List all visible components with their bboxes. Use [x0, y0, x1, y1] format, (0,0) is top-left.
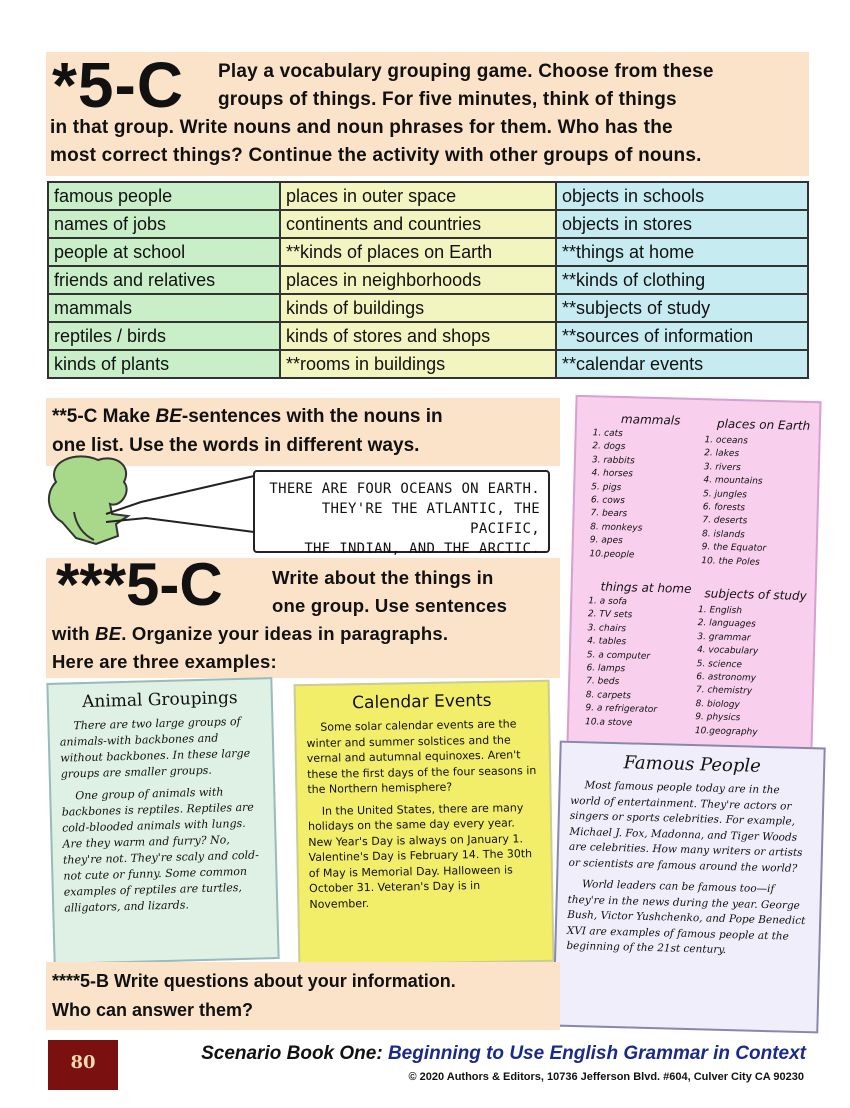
table-cell: **kinds of clothing — [556, 266, 808, 294]
table-cell: kinds of plants — [48, 350, 280, 378]
list-item: 5. pigs — [591, 481, 622, 493]
list-item: 9. a refrigerator — [585, 703, 658, 716]
table-cell: people at school — [48, 238, 280, 266]
table-cell: continents and countries — [280, 210, 556, 238]
list-item: 1. oceans — [704, 435, 748, 447]
calendar-events-card — [294, 680, 555, 966]
instruction-line: groups of things. For five minutes, think of things — [218, 89, 677, 110]
list-heading: mammals — [620, 412, 681, 428]
questions-line: Who can answer them? — [52, 1000, 254, 1020]
be-prefix: **5-C Make — [52, 406, 156, 427]
page-number: 80 — [70, 1052, 96, 1073]
list-home — [585, 595, 660, 731]
table-cell: places in outer space — [280, 182, 556, 210]
book-title — [140, 1043, 806, 1065]
table-cell: friends and relatives — [48, 266, 280, 294]
card-paragraph: In the United States, there are many holidays on the same day every year. New Year's Day is always on January 1. Valentine's Day is February 14. The 30th of May is Memorial Day. Halloween is October 31. Veteran's Day is in November. — [307, 800, 533, 911]
instruction-line: Write about the things in — [272, 567, 494, 588]
card-paragraph: One group of animals with backbones is reptiles. Reptiles are cold-blooded animals with lungs. Are they warm and furry? No, they're not. They're scaly and cold-not cute or funny. Some common examples of reptiles are turtles, alligators, and lizards. — [61, 785, 259, 915]
table-cell: places in neighborhoods — [280, 266, 556, 294]
line-part: . Organize your ideas in paragraphs. — [121, 623, 449, 644]
list-item: 8. islands — [701, 529, 745, 541]
be-rest: -sentences with the nouns in — [181, 406, 443, 427]
table-row — [48, 182, 808, 210]
list-item: 4. vocabulary — [696, 645, 759, 657]
card-body — [296, 716, 551, 912]
list-item: 6. lamps — [586, 663, 626, 675]
table-row — [48, 322, 808, 350]
questions-line: ****5-B Write questions about your information. — [52, 971, 456, 991]
list-places — [701, 434, 769, 570]
list-item: 1. English — [697, 605, 743, 617]
questions-box — [46, 962, 560, 1030]
list-item: 9. apes — [589, 535, 623, 547]
list-item: 10.geography — [694, 725, 758, 738]
list-heading: places on Earth — [716, 416, 811, 433]
list-item: 7. chemistry — [695, 685, 753, 697]
instruction-line: in that group. Write nouns and noun phrases for them. Who has the — [50, 117, 673, 138]
table-cell: **calendar events — [556, 350, 808, 378]
list-item: 3. grammar — [697, 631, 751, 644]
card-paragraph: Most famous people today are in the world of entertainment. They're actors or singers or sports celebrities. For example, Michael J. Fox, Madonna, and Tiger Woods are celebrities. How many writers or artists or scientists are famous around the world? — [568, 779, 803, 875]
table-cell: **rooms in buildings — [280, 350, 556, 378]
book-title-prefix: Scenario Book One: — [201, 1043, 388, 1064]
book-title-main: Beginning to Use English Grammar in Context — [387, 1043, 806, 1064]
card-title: Animal Groupings — [81, 688, 238, 713]
list-item: 6. forests — [702, 502, 746, 514]
list-item: 7. beds — [586, 676, 620, 688]
list-study — [695, 604, 761, 740]
list-item: 2. TV sets — [587, 609, 633, 621]
list-item: 8. monkeys — [590, 522, 643, 534]
famous-people-card — [552, 741, 825, 1034]
line-part: with — [52, 623, 96, 644]
list-heading: things at home — [600, 579, 692, 596]
bubble-line: THERE ARE FOUR OCEANS ON EARTH. — [269, 481, 540, 497]
list-item: 1. a sofa — [588, 596, 628, 608]
list-item: 9. physics — [695, 712, 741, 724]
copyright: © 2020 Authors & Editors, 10736 Jefferson Blvd. #604, Culver City CA 90230 — [408, 1071, 804, 1083]
speaking-head-illustration — [36, 452, 258, 552]
card-paragraph: Some solar calendar events are the winter and summer solstices and the vernal and autumnal equinoxes. Aren't these the first days of the four seasons in the Northern hemisphere? — [306, 717, 537, 797]
bubble-line: THEY'RE THE ATLANTIC, THE PACIFIC, — [321, 501, 540, 537]
list-item: 8. biology — [695, 698, 740, 711]
table-cell: famous people — [48, 182, 280, 210]
list-item: 7. deserts — [702, 515, 748, 527]
table-cell: reptiles / birds — [48, 322, 280, 350]
card-paragraph: There are two large groups of animals-with backbones and without backbones. In these large groups are smaller groups. — [59, 714, 251, 781]
questions-instruction — [52, 967, 456, 1025]
list-item: 5. science — [696, 658, 743, 670]
list-mammals — [589, 427, 645, 562]
table-cell: **subjects of study — [556, 294, 808, 322]
card-body — [49, 713, 276, 917]
list-item: 3. rabbits — [591, 455, 635, 467]
table-cell: names of jobs — [48, 210, 280, 238]
noun-groups-table — [47, 181, 809, 379]
list-item: 4. horses — [591, 468, 633, 480]
list-item: 2. lakes — [704, 448, 740, 460]
list-item: 10.a stove — [584, 716, 633, 729]
list-item: 6. astronomy — [696, 672, 757, 684]
table-row — [48, 238, 808, 266]
list-item: 8. carpets — [585, 690, 632, 702]
list-heading: subjects of study — [704, 586, 807, 603]
instruction-line: Here are three examples: — [52, 651, 277, 672]
list-item: 10.people — [589, 548, 635, 561]
exercise-code: *5-C — [52, 49, 185, 121]
instruction-line — [52, 620, 448, 648]
animal-groupings-card — [46, 677, 279, 965]
list-item: 4. tables — [587, 636, 627, 648]
table-cell: kinds of buildings — [280, 294, 556, 322]
card-paragraph: World leaders can be famous too—if they're in the news during the year. George Bush, Victor Yushchenko, and Pope Benedict XVI are examples of famous people at the beginning of the 21st century. — [566, 878, 806, 956]
table-cell: **things at home — [556, 238, 808, 266]
table-row — [48, 350, 808, 378]
list-item: 5. a computer — [586, 649, 651, 662]
list-item: 9. the Equator — [701, 542, 767, 555]
table-row — [48, 266, 808, 294]
table-row — [48, 210, 808, 238]
table-cell: mammals — [48, 294, 280, 322]
instruction-line: most correct things? Continue the activity with other groups of nouns. — [50, 145, 702, 166]
list-item: 10. the Poles — [701, 555, 760, 568]
table-row — [48, 294, 808, 322]
exercise-code: ***5-C — [56, 551, 223, 618]
table-cell: objects in stores — [556, 210, 808, 238]
be-word: BE — [95, 623, 122, 644]
list-item: 1. cats — [592, 428, 623, 440]
instruction-line: one group. Use sentences — [272, 595, 508, 616]
list-item: 6. cows — [590, 495, 625, 507]
list-item: 2. languages — [697, 618, 756, 631]
card-body — [556, 778, 823, 961]
table-cell: **kinds of places on Earth — [280, 238, 556, 266]
list-item: 7. bears — [590, 508, 628, 520]
be-line2: one list. Use the words in different ways. — [52, 435, 420, 456]
instruction-line: Play a vocabulary grouping game. Choose from these — [218, 61, 714, 82]
be-word: BE — [155, 406, 182, 427]
list-item: 3. chairs — [587, 623, 627, 635]
bubble-line: THE INDIAN, AND THE ARCTIC. — [304, 541, 540, 557]
list-item: 5. jungles — [702, 488, 748, 500]
table-cell: kinds of stores and shops — [280, 322, 556, 350]
list-item: 2. dogs — [592, 441, 626, 453]
list-item: 3. rivers — [703, 462, 741, 473]
example-lists-card — [566, 395, 821, 753]
table-cell: objects in schools — [556, 182, 808, 210]
card-title: Famous People — [623, 752, 762, 777]
speech-bubble — [253, 470, 550, 557]
card-title: Calendar Events — [352, 690, 492, 714]
table-cell: **sources of information — [556, 322, 808, 350]
list-item: 4. mountains — [703, 475, 763, 487]
